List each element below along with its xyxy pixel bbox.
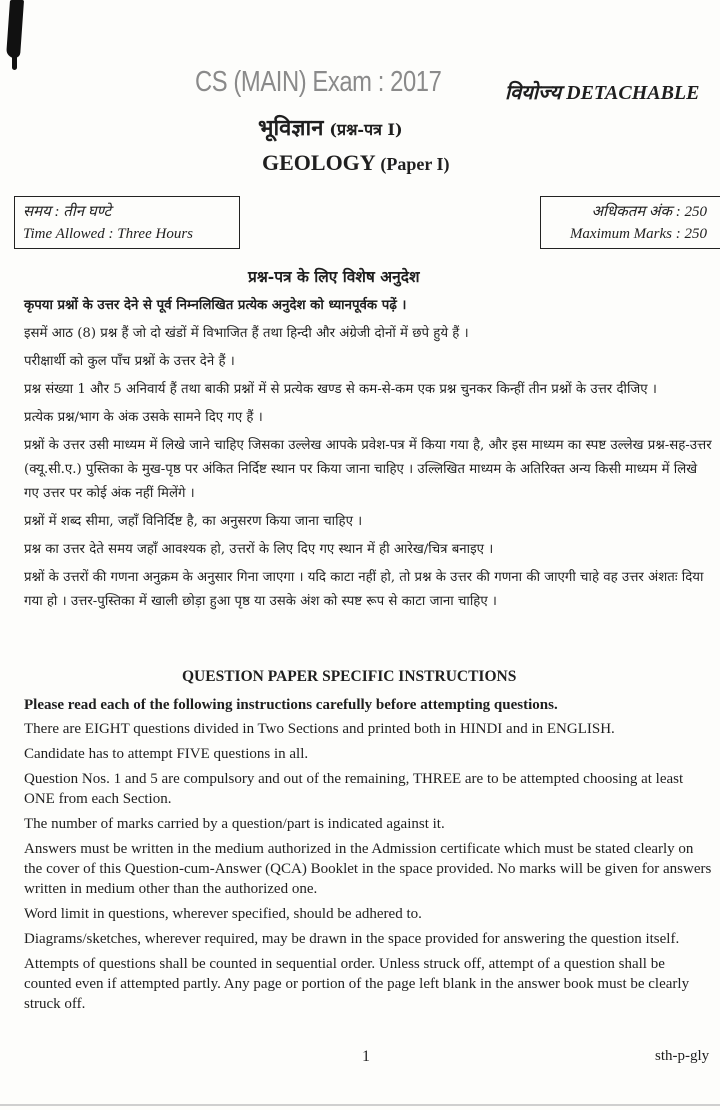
subject-title-hindi bbox=[258, 112, 403, 142]
english-instruction: Question Nos. 1 and 5 are compulsory and out of the remaining, THREE are to be attempted choosing at least ONE from each Section. bbox=[24, 771, 684, 807]
exam-title: CS (MAIN) Exam : 2017 bbox=[195, 66, 442, 98]
page-number: 1 bbox=[362, 1048, 370, 1065]
scan-mark bbox=[6, 0, 24, 58]
english-instruction: The number of marks carried by a question/part is indicated against it. bbox=[24, 816, 445, 832]
time-allowed-box bbox=[14, 196, 240, 249]
maximum-marks-box bbox=[540, 196, 720, 249]
english-instruction: There are EIGHT questions divided in Two Sections and printed both in HINDI and in ENGLISH. bbox=[24, 721, 615, 737]
subject-title-english bbox=[262, 150, 450, 176]
marks-hindi: अधिकतम अंक : 250 bbox=[591, 204, 707, 220]
marks-english: Maximum Marks : 250 bbox=[569, 226, 707, 242]
hindi-instruction: परीक्षार्थी को कुल पाँच प्रश्नों के उत्तर देने हैं । bbox=[24, 354, 235, 369]
english-instruction: Answers must be written in the medium authorized in the Admission certificate which must be stated clearly on the cover of this Question-cum-Answer (QCA) Booklet in the space provided. No marks will be given for answers written in medium other than the authorized one. bbox=[24, 841, 712, 897]
english-instruction: Word limit in questions, wherever specified, should be adhered to. bbox=[24, 906, 422, 922]
detachable-label: वियोज्य DETACHABLE bbox=[505, 82, 700, 104]
english-instruction: Candidate has to attempt FIVE questions in all. bbox=[24, 746, 309, 762]
hindi-instruction: प्रश्नों के उत्तर उसी माध्यम में लिखे जाने चाहिए जिसका उल्लेख आपके प्रवेश-पत्र में किया गया है, और इस माध्यम का स्पष्ट उल्लेख प्रश्न-सह-उत्तर (क्यू.सी.ए.) पुस्तिका के मुख-पृष्ठ पर अंकित निर्दिष्ट स्थान पर किया जाना चाहिए । उल्लिखित माध्यम के अतिरिक्त अन्य किसी माध्यम में लिखे गए उत्तर पर कोई अंक नहीं मिलेंगे । bbox=[24, 438, 712, 501]
scan-mark-tail bbox=[12, 56, 17, 70]
hindi-instruction: प्रत्येक प्रश्न/भाग के अंक उसके सामने दिए गए हैं । bbox=[24, 410, 263, 425]
english-lead: Please read each of the following instructions carefully before attempting questions. bbox=[24, 697, 558, 713]
english-instructions bbox=[24, 695, 720, 1019]
time-english: Time Allowed : Three Hours bbox=[23, 226, 194, 242]
subject-hindi: भूविज्ञान bbox=[258, 115, 324, 141]
hindi-instruction: प्रश्नों में शब्द सीमा, जहाँ विनिर्दिष्ट है, का अनुसरण किया जाना चाहिए । bbox=[24, 514, 363, 529]
english-instruction: Diagrams/sketches, wherever required, may be drawn in the space provided for answering the question itself. bbox=[24, 931, 680, 947]
hindi-instructions bbox=[24, 294, 720, 618]
hindi-instruction: प्रश्न का उत्तर देते समय जहाँ आवश्यक हो, उत्तरों के लिए दिए गए स्थान में ही आरेख/चित्र बनाइए । bbox=[24, 542, 494, 557]
paper-english: (Paper I) bbox=[380, 154, 450, 174]
english-instructions-heading: QUESTION PAPER SPECIFIC INSTRUCTIONS bbox=[182, 668, 517, 685]
page-bottom-edge bbox=[0, 1104, 720, 1106]
hindi-instruction: प्रश्नों के उत्तरों की गणना अनुक्रम के अनुसार गिना जाएगा । यदि काटा नहीं हो, तो प्रश्न के उत्तर की गणना की जाएगी चाहे वह उत्तर अंशतः दिया गया हो । उत्तर-पुस्तिका में खाली छोड़ा हुआ पृष्ठ या उसके अंश को स्पष्ट रूप से काटा जाना चाहिए । bbox=[24, 570, 704, 609]
english-instruction: Attempts of questions shall be counted in sequential order. Unless struck off, attempt of a question shall be counted even if attempted partly. Any page or portion of the page left blank in the answer book must be clearly struck off. bbox=[24, 956, 690, 1012]
paper-code: sth-p-gly bbox=[655, 1048, 710, 1064]
hindi-instructions-heading: प्रश्न-पत्र के लिए विशेष अनुदेश bbox=[248, 267, 420, 286]
hindi-instruction: इसमें आठ (8) प्रश्न हैं जो दो खंडों में विभाजित हैं तथा हिन्दी और अंग्रेजी दोनों में छपे हुये हैं । bbox=[24, 326, 469, 341]
hindi-instruction: प्रश्न संख्या 1 और 5 अनिवार्य हैं तथा बाकी प्रश्नों में से प्रत्येक खण्ड से कम-से-कम एक प्रश्न चुनकर किन्हीं तीन प्रश्नों के उत्तर दीजिए । bbox=[24, 382, 657, 397]
paper-hindi: (प्रश्न-पत्र I) bbox=[329, 120, 403, 139]
hindi-lead: कृपया प्रश्नों के उत्तर देने से पूर्व निम्नलिखित प्रत्येक अनुदेश को ध्यानपूर्वक पढ़ें । bbox=[24, 298, 407, 313]
time-hindi: समय : तीन घण्टे bbox=[23, 204, 112, 220]
subject-english: GEOLOGY bbox=[262, 150, 375, 175]
